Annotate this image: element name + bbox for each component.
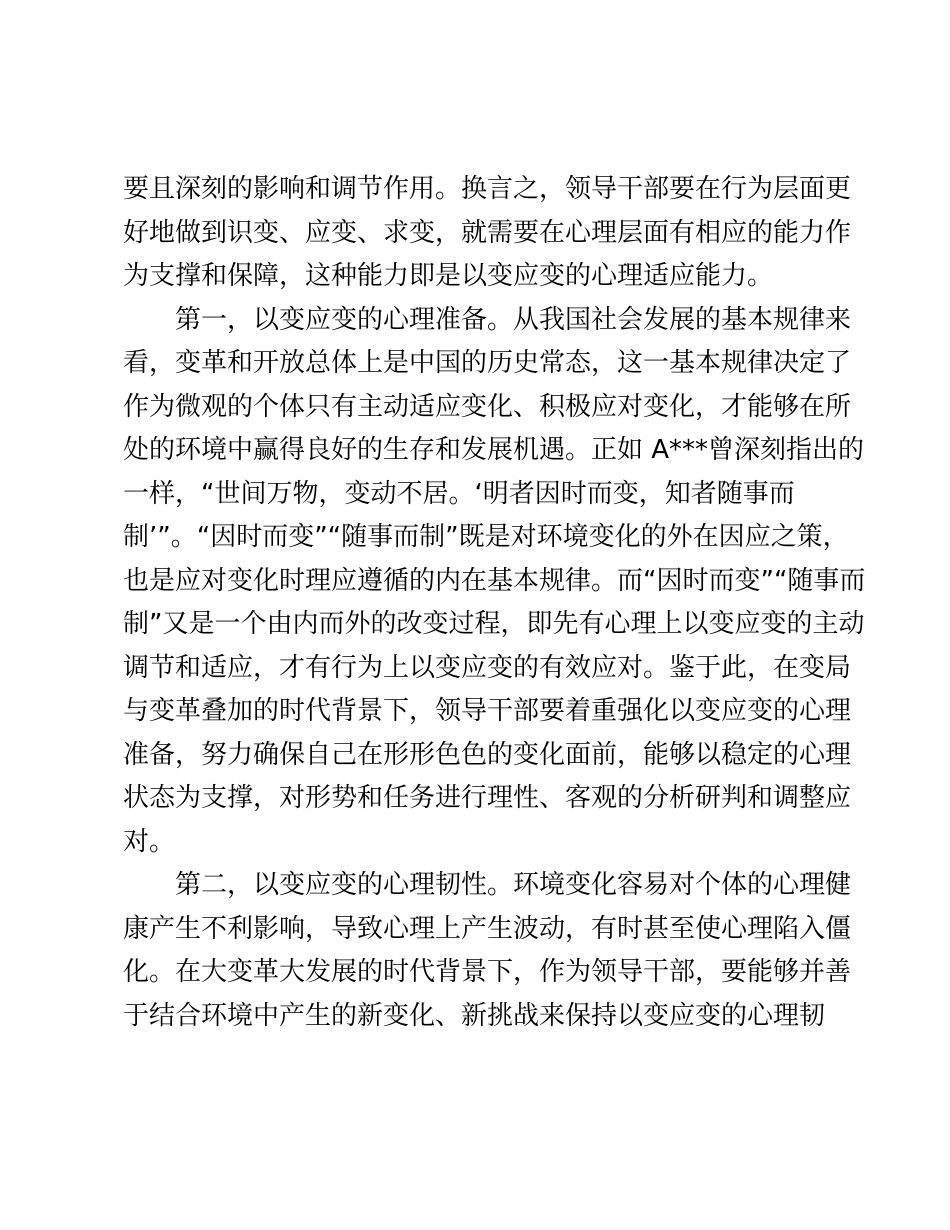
text-line: 准备，努力确保自己在形形色色的变化面前，能够以稳定的心理	[123, 739, 852, 770]
text-line: 为支撑和保障，这种能力即是以变应变的心理适应能力。	[123, 261, 774, 291]
paragraph-first-line: 第一，以变应变的心理准备。从我国社会发展的基本规律来	[175, 304, 852, 335]
text-line: 作为微观的个体只有主动适应变化、积极应对变化，才能够在所	[123, 391, 852, 422]
text-line: 状态为支撑，对形势和任务进行理性、客观的分析研判和调整应	[123, 783, 852, 813]
text-line: 好地做到识变、应变、求变，就需要在心理层面有相应的能力作	[123, 217, 852, 248]
text-line: 制”又是一个由内而外的改变过程，即先有心理上以变应变的主动	[123, 609, 865, 639]
text-line: 制’”。“因时而变”“随事而制”既是对环境变化的外在因应之策，	[123, 522, 849, 552]
text-line: 也是应对变化时理应遵循的内在基本规律。而“因时而变”“随事而	[123, 565, 866, 596]
text-line: 处的环境中赢得良好的生存和发展机遇。正如 A***曾深刻指出的	[123, 435, 865, 465]
text-line: 化。在大变革大发展的时代背景下，作为领导干部，要能够并善	[123, 957, 852, 987]
text-line: 要且深刻的影响和调节作用。换言之，领导干部要在行为层面更	[123, 174, 852, 204]
text-line: 调节和适应，才有行为上以变应变的有效应对。鉴于此，在变局	[123, 652, 852, 683]
text-line: 康产生不利影响，导致心理上产生波动，有时甚至使心理陷入僵	[123, 913, 852, 944]
paragraph-first-line: 第二，以变应变的心理韧性。环境变化容易对个体的心理健	[175, 870, 852, 900]
text-line: 一样，“世间万物，变动不居。‘明者因时而变，知者随事而	[123, 478, 795, 509]
text-line: 于结合环境中产生的新变化、新挑战来保持以变应变的心理韧	[123, 1000, 826, 1031]
document-body	[123, 168, 866, 1038]
text-line: 与变革叠加的时代背景下，领导干部要着重强化以变应变的心理	[123, 696, 852, 726]
text-line: 对。	[123, 826, 176, 857]
text-line: 看，变革和开放总体上是中国的历史常态，这一基本规律决定了	[123, 348, 852, 378]
